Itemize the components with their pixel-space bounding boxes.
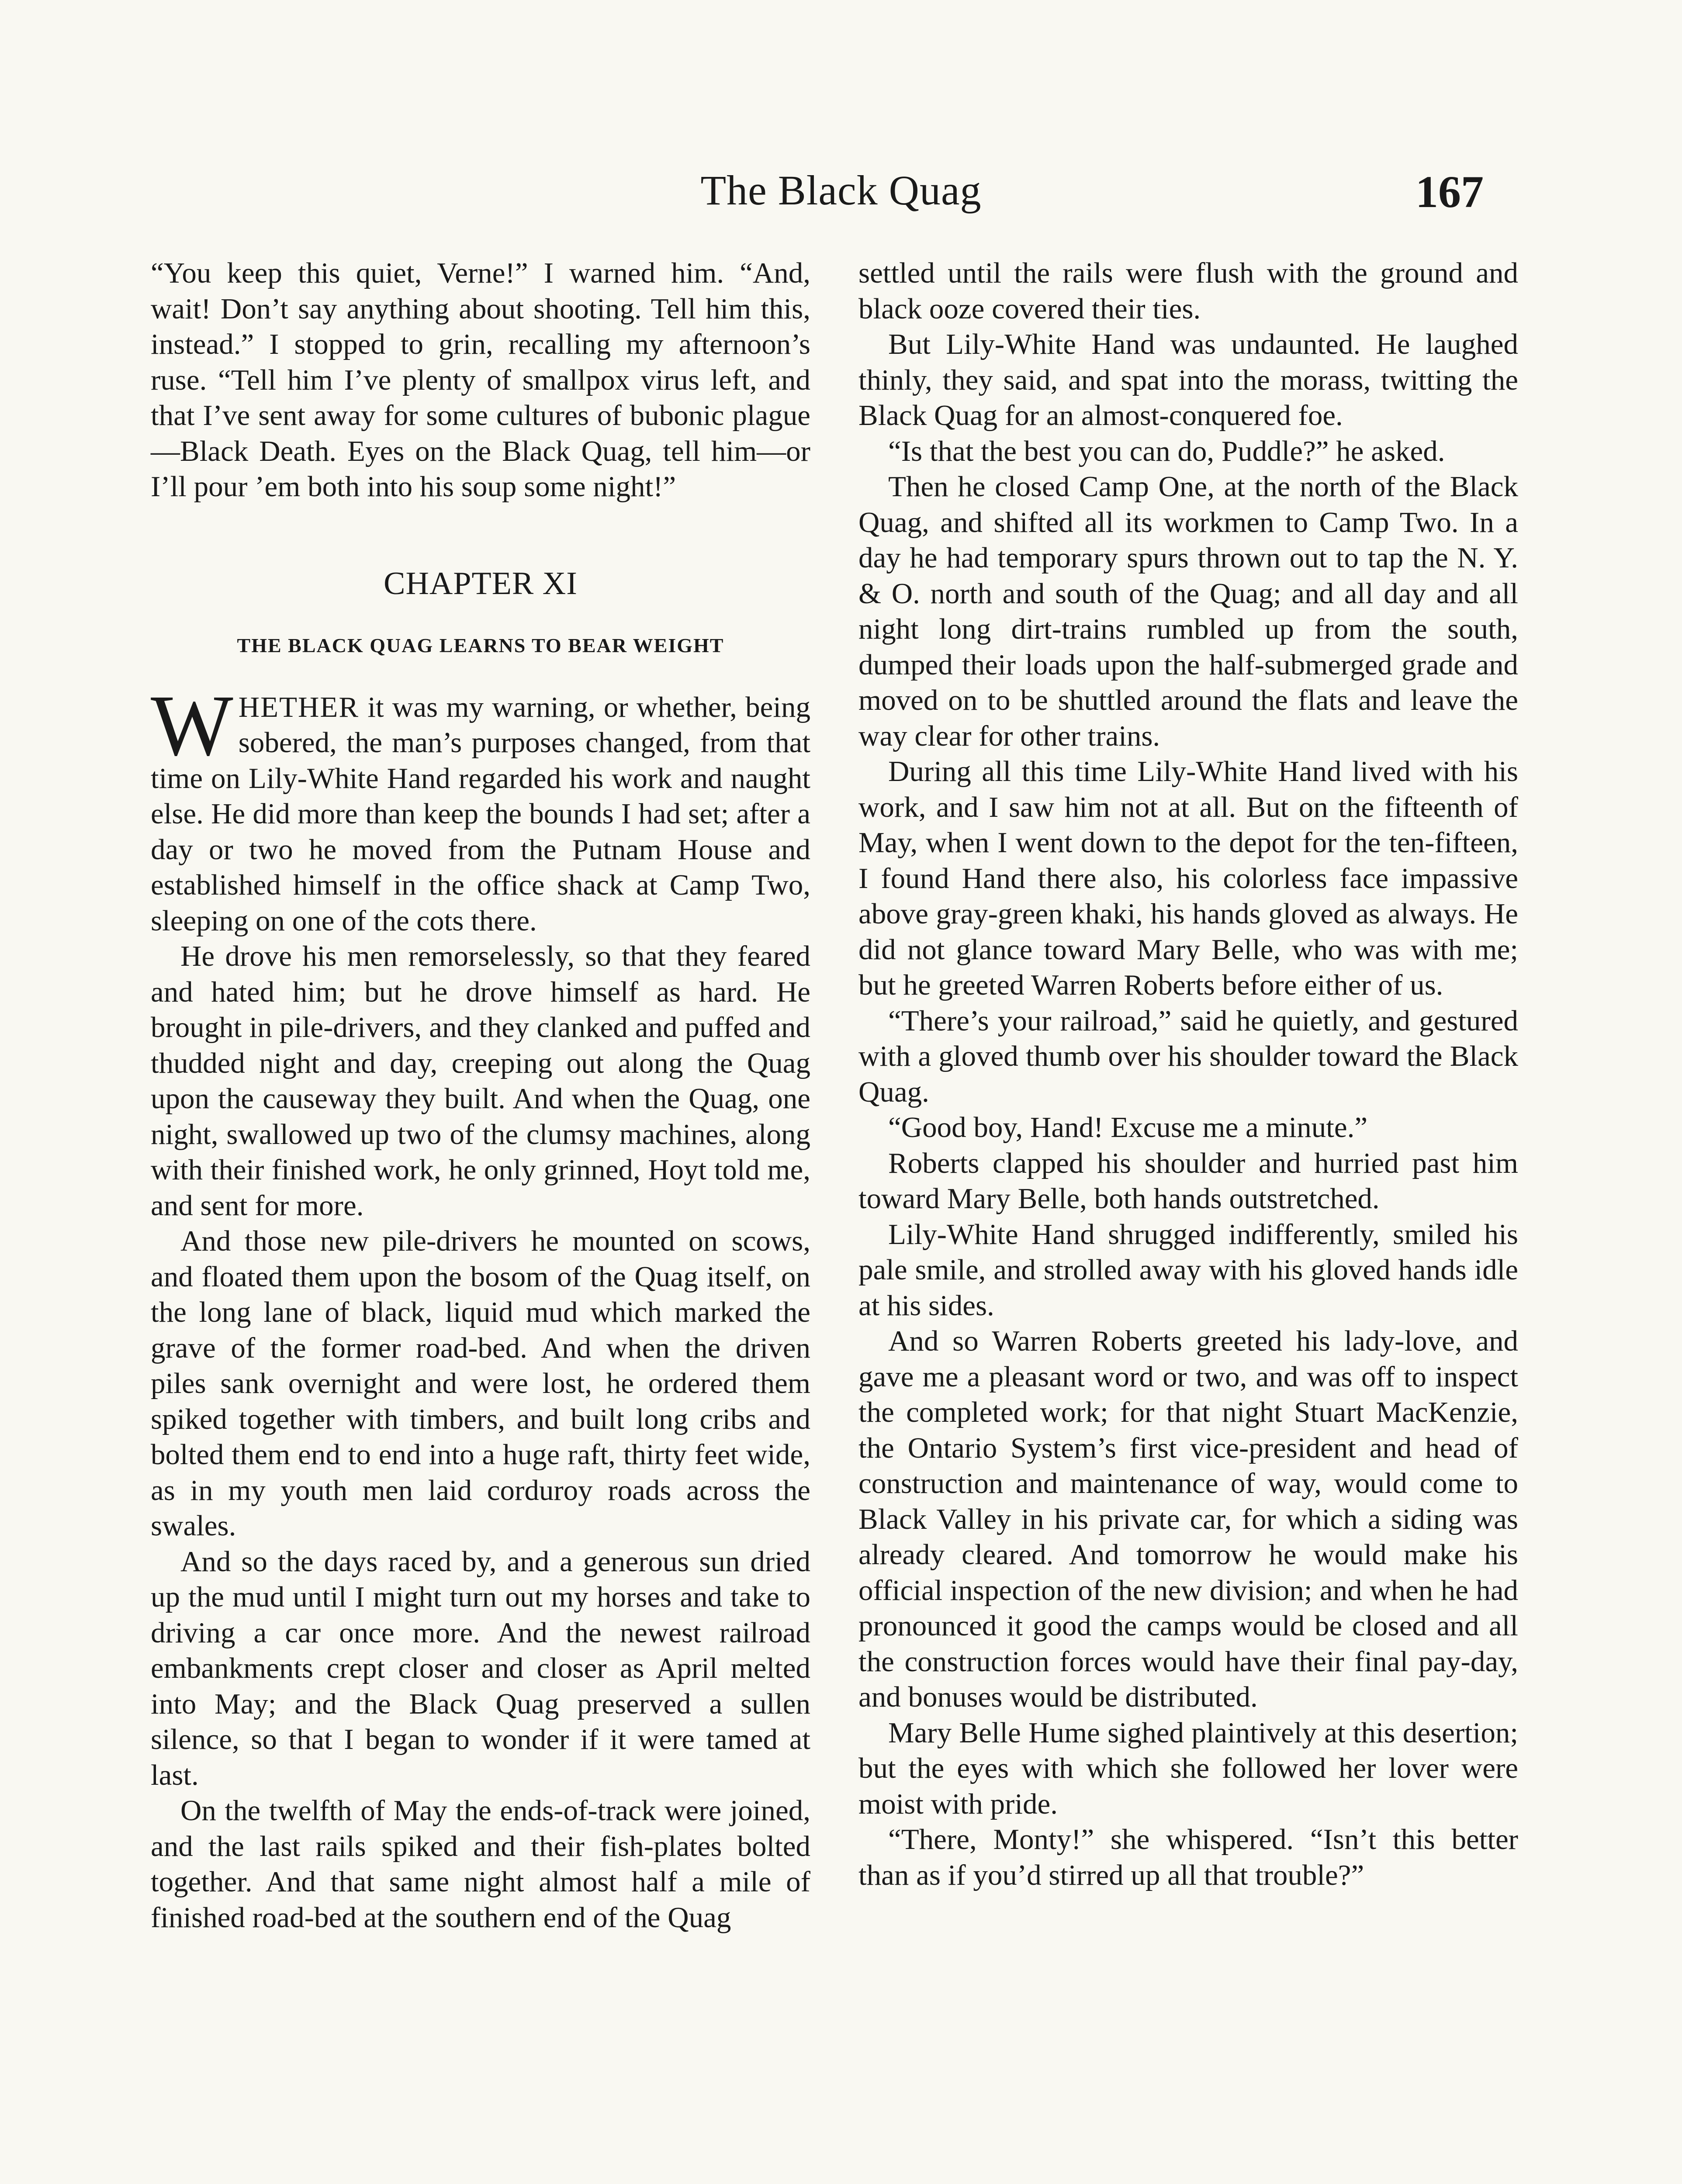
- paragraph: He drove his men remorselessly, so that they feared and hated him; but he drove himself as hard. He brought in pile-drivers, and they clanked and puffed and thudded night and day, creeping out along the Quag upon the causeway they built. And when the Quag, one night, swallowed up two of the clumsy machines, along with their finished work, he only grinned, Hoyt told me, and sent for more.: [151, 940, 810, 1222]
- page-header: [0, 157, 1682, 227]
- paragraph: settled until the rails were flush with the ground and black ooze covered their ties.: [858, 257, 1518, 325]
- paragraph: Lily-White Hand shrugged indifferently, smiled his pale smile, and strolled away with his gloved hands idle at his sides.: [858, 1218, 1518, 1322]
- paragraph: During all this time Lily-White Hand lived with his work, and I saw him not at all. But on the fifteenth of May, when I went down to the depot for the ten-fifteen, I found Hand there also, his colorless face impassive above gray-green khaki, his hands gloved as always. He did not glance toward Mary Belle, who was with me; but he greeted Warren Roberts before either of us.: [858, 755, 1518, 1001]
- paragraph-text: it was my warning, or whether, being sobered, the man’s purposes changed, from that time on Lily-White Hand regarded his work and naught else. He did more than keep the bounds I had set; after a day or two he moved from the Putnam House and established himself in the office shack at Camp Two, sleeping on one of the cots there.: [151, 691, 810, 937]
- paragraph: And so Warren Roberts greeted his lady-love, and gave me a pleasant word or two, and was off to inspect the completed work; for that night Stuart MacKenzie, the Ontario System’s first vice-president and head of construction and maintenance of way, would come to Black Valley in his private car, for which a siding was already cleared. And tomorrow he would make his official inspection of the new division; and when he had pronounced it good the camps would be closed and all the construction forces would have their final pay-day, and bonuses would be distributed.: [858, 1325, 1518, 1713]
- paragraph: “You keep this quiet, Verne!” I warned him. “And, wait! Don’t say anything about shooting. Tell him this, instead.” I stopped to grin, recalling my afternoon’s ruse. “Tell him I’ve plenty of smallpox virus left, and that I’ve sent away for some cultures of bubonic plague—Black Death. Eyes on the Black Quag, tell him—or I’ll pour ’em both into his soup some night!”: [151, 257, 810, 503]
- paragraph: And those new pile-drivers he mounted on scows, and floated them upon the bosom of the Quag itself, on the long lane of black, liquid mud which marked the grave of the former road-bed. And when the driven piles sank overnight and were lost, he ordered them spiked together with timbers, and built long cribs and bolted them end to end into a huge raft, thirty feet wide, as in my youth men laid corduroy roads across the swales.: [151, 1225, 810, 1542]
- paragraph: On the twelfth of May the ends-of-track were joined, and the last rails spiked and their fish-plates bolted together. And that same night almost half a mile of finished road-bed at the southern end of the Quag: [151, 1794, 810, 1934]
- paragraph: And so the days raced by, and a generous sun dried up the mud until I might turn out my horses and take to driving a car once more. And the newest railroad embankments crept closer and closer as April melted into May; and the Black Quag preserved a sullen silence, so that I began to wonder if it were tamed at last.: [151, 1545, 810, 1791]
- drop-cap: W: [151, 677, 233, 774]
- right-column: [858, 256, 1518, 1893]
- chapter-title: CHAPTER XI: [384, 565, 578, 601]
- paragraph: Roberts clapped his shoulder and hurried past him toward Mary Belle, both hands outstretched.: [858, 1147, 1518, 1215]
- chapter-opening-paragraph: [151, 677, 810, 939]
- paragraph: Mary Belle Hume sighed plaintively at this desertion; but the eyes with which she followed her lover were moist with pride.: [858, 1716, 1518, 1820]
- paragraph: But Lily-White Hand was undaunted. He laughed thinly, they said, and spat into the morass, twitting the Black Quag for an almost-conquered foe.: [858, 328, 1518, 432]
- page-number: 167: [1416, 167, 1484, 217]
- paragraph: “There’s your railroad,” said he quietly, and gestured with a gloved thumb over his shoulder toward the Black Quag.: [858, 1004, 1518, 1108]
- running-title: The Black Quag: [700, 167, 982, 214]
- left-column: [151, 256, 810, 1935]
- paragraph: Then he closed Camp One, at the north of the Black Quag, and shifted all its workmen to Camp Two. In a day he had temporary spurs thrown out to tap the N. Y. & O. north and south of the Quag; and all day and all night long dirt-trains rumbled up from the south, dumped their loads upon the half-submerged grade and moved on to be shuttled around the flats and leave the way clear for other trains.: [858, 470, 1518, 752]
- chapter-subtitle: THE BLACK QUAG LEARNS TO BEAR WEIGHT: [237, 634, 724, 657]
- paragraph: “Good boy, Hand! Excuse me a minute.”: [888, 1111, 1368, 1144]
- opening-word: HETHER: [238, 691, 360, 723]
- paragraph: “There, Monty!” she whispered. “Isn’t this better than as if you’d stirred up all that trouble?”: [858, 1823, 1518, 1891]
- paragraph: “Is that the best you can do, Puddle?” he asked.: [888, 435, 1445, 467]
